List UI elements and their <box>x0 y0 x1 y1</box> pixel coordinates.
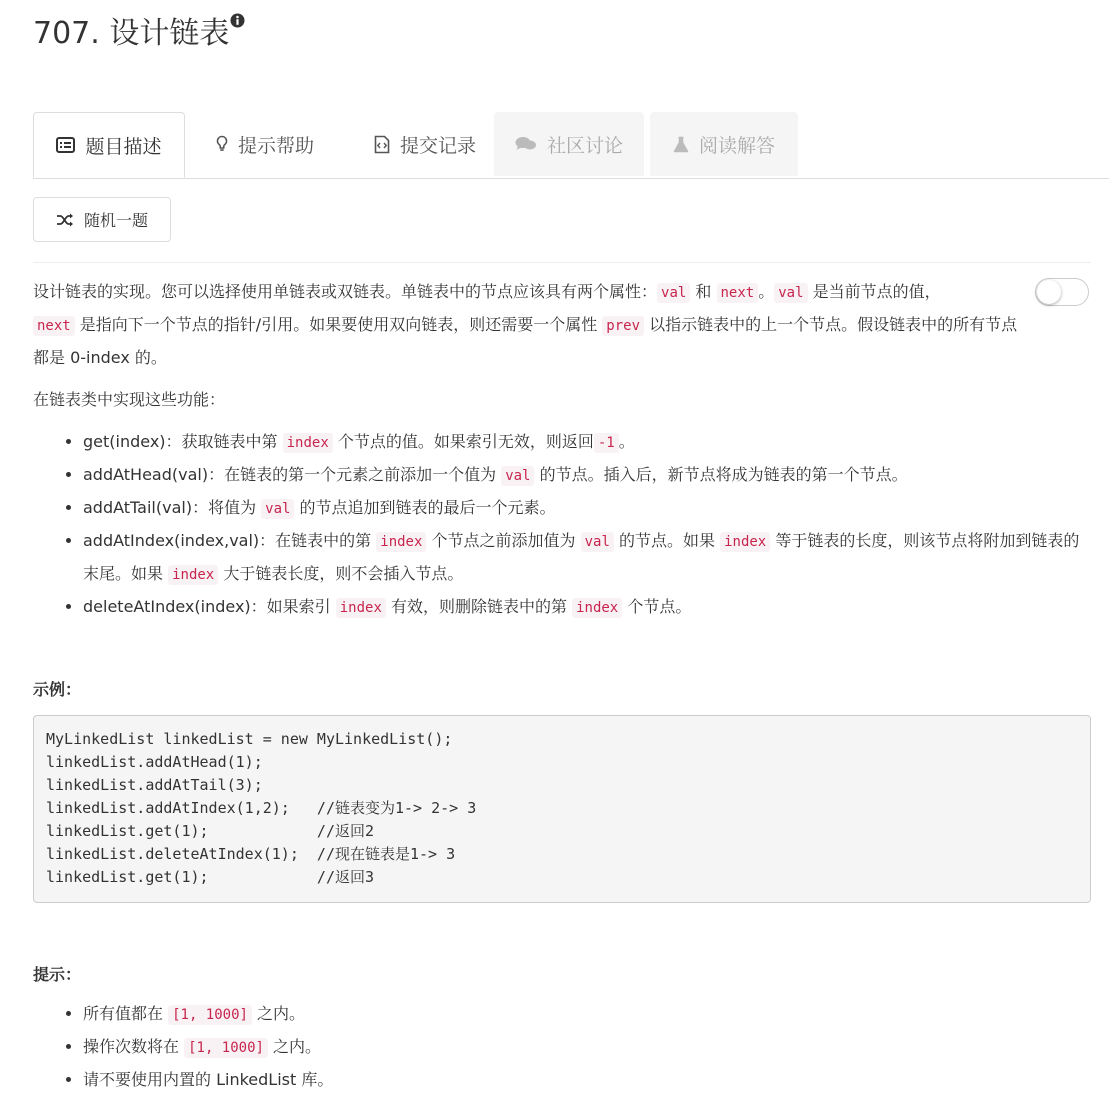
list-item <box>83 591 1087 624</box>
divider <box>33 262 1091 263</box>
tab-description-label: 题目描述 <box>85 135 162 158</box>
shuffle-icon <box>56 213 74 227</box>
lightbulb-icon <box>216 135 228 153</box>
list-item <box>83 459 1087 492</box>
inline-code: -1 <box>594 433 619 453</box>
inline-code: [1, 1000] <box>184 1038 268 1058</box>
function-list <box>33 426 1087 624</box>
flask-icon <box>673 136 689 153</box>
text: 。 <box>618 432 635 451</box>
text: 之内。 <box>267 1037 322 1056</box>
tab-bar <box>33 112 1109 179</box>
text: 请不要使用内置的 LinkedList 库。 <box>83 1070 334 1089</box>
problem-description <box>33 276 1080 624</box>
tab-description[interactable] <box>33 112 185 178</box>
list-item <box>83 998 1033 1031</box>
random-question-button[interactable] <box>33 197 171 242</box>
tab-solution[interactable] <box>650 112 798 176</box>
list-item <box>83 1031 1033 1064</box>
tab-discuss-label: 社区讨论 <box>546 134 623 157</box>
code-file-icon <box>374 135 390 154</box>
inline-code: next <box>33 316 75 336</box>
text: 是指向下一个节点的指针/引用。如果要使用双向链表，则还需要一个属性 <box>74 315 603 334</box>
example-code-block: MyLinkedList linkedList = new MyLinkedList(); linkedList.addAtHead(1); linkedList.addAtTail(3); linkedList.addAtIndex(1,2); //链表变为1-> 2-> 3 linkedList.get(1); //返回2 linkedList.deleteAtIndex(1); //现在链表是1-> 3 linkedList.get(1); //返回3 <box>33 715 1091 903</box>
comments-icon <box>515 136 537 152</box>
text: 等于链表的长度，则该节点将附加到链表的末尾。如果 <box>83 531 1080 583</box>
text: 设计链表的实现。您可以选择使用单链表或双链表。单链表中的节点应该具有两个属性： <box>33 282 658 301</box>
tab-discuss[interactable] <box>494 112 644 176</box>
inline-code: val <box>501 466 534 486</box>
text: 的节点追加到链表的最后一个元素。 <box>294 498 556 517</box>
inline-code: index <box>168 565 218 585</box>
text: 的节点。插入后，新节点将成为链表的第一个节点。 <box>534 465 908 484</box>
inline-code: index <box>376 532 426 552</box>
inline-code: [1, 1000] <box>168 1005 252 1025</box>
tab-submissions-label: 提交记录 <box>399 134 476 157</box>
list-item <box>83 525 1087 591</box>
text: 个节点之前添加值为 <box>426 531 581 550</box>
example-heading: 示例： <box>33 680 82 699</box>
tab-hints-label: 提示帮助 <box>237 134 314 157</box>
list-item <box>83 426 1087 459</box>
list-item <box>83 1064 1033 1096</box>
text: deleteAtIndex(index)：如果索引 <box>83 597 336 616</box>
text: addAtHead(val)：在链表的第一个元素之前添加一个值为 <box>83 465 502 484</box>
inline-code: next <box>717 283 759 303</box>
random-question-label: 随机一题 <box>83 211 148 230</box>
inline-code: index <box>283 433 333 453</box>
tips-heading: 提示： <box>33 965 82 984</box>
text: get(index)：获取链表中第 <box>83 432 283 451</box>
text: 所有值都在 <box>83 1004 169 1023</box>
functions-intro: 在链表类中实现这些功能： <box>33 390 226 409</box>
text: 和 <box>690 282 717 301</box>
inline-code: index <box>572 598 622 618</box>
inline-code: prev <box>602 316 644 336</box>
page-title: 707. 设计链表 <box>33 16 230 51</box>
inline-code: index <box>336 598 386 618</box>
tips-list <box>33 998 1033 1096</box>
tips-section <box>33 998 1033 1096</box>
text: 个节点的值。如果索引无效，则返回 <box>332 432 594 451</box>
inline-code: val <box>657 283 690 303</box>
text: 之内。 <box>251 1004 306 1023</box>
text: 。 <box>758 282 775 301</box>
inline-code: val <box>774 283 807 303</box>
tab-solution-label: 阅读解答 <box>698 134 775 157</box>
tab-submissions[interactable] <box>345 112 505 176</box>
text: 是当前节点的值， <box>807 282 941 301</box>
text: 个节点。 <box>622 597 692 616</box>
inline-code: val <box>261 499 294 519</box>
text: 大于链表长度，则不会插入节点。 <box>218 564 464 583</box>
text: 以指示链表中的上一个节点。假设链表中的所有节点都是 0-index 的。 <box>33 315 1018 367</box>
inline-code: index <box>720 532 770 552</box>
text: addAtIndex(index,val)：在链表中的第 <box>83 531 377 550</box>
inline-code: val <box>581 532 614 552</box>
text: addAtTail(val)：将值为 <box>83 498 262 517</box>
list-icon <box>56 137 75 153</box>
info-icon[interactable] <box>230 13 245 28</box>
toggle-knob <box>1037 280 1061 304</box>
description-paragraph <box>33 276 1033 374</box>
text: 有效，则删除链表中的第 <box>385 597 573 616</box>
text: 的节点。如果 <box>613 531 721 550</box>
text: 操作次数将在 <box>83 1037 185 1056</box>
toggle-switch[interactable] <box>1035 278 1089 306</box>
tab-hints[interactable] <box>195 112 335 176</box>
list-item <box>83 492 1087 525</box>
